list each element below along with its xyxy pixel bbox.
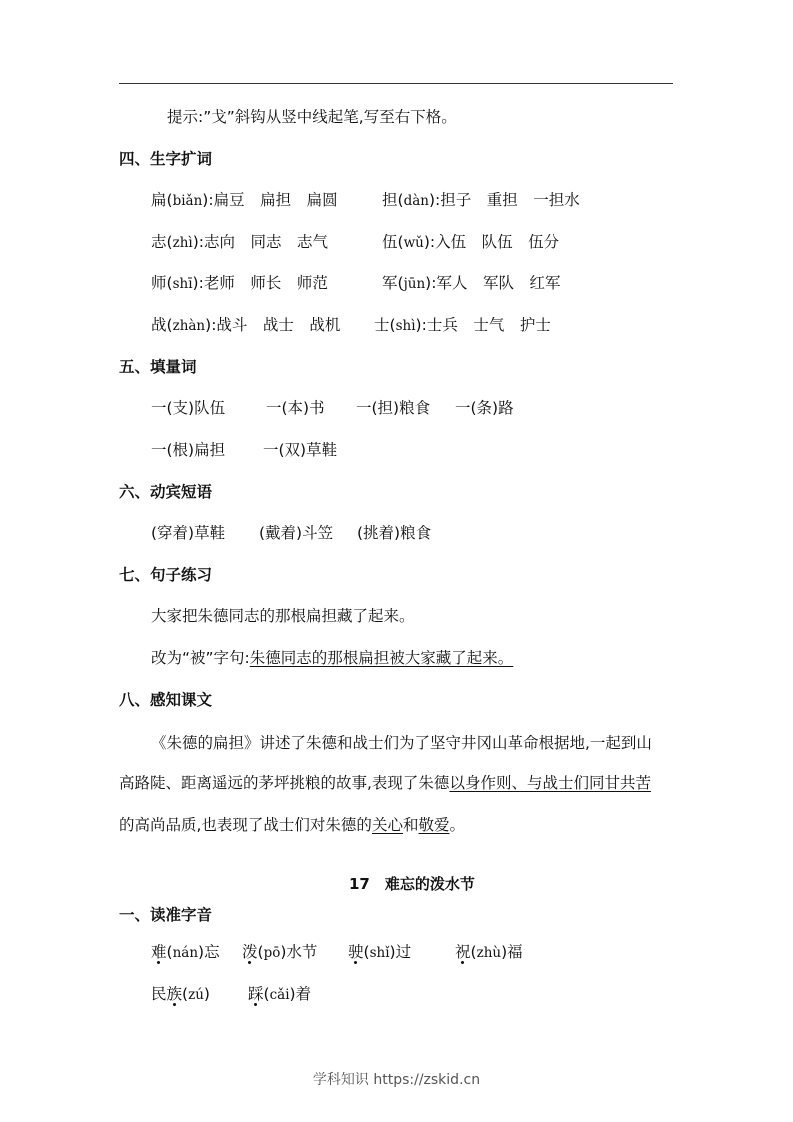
vocab-entry: 担(dàn):担子 重担 一担水 xyxy=(382,191,580,209)
pronunciation-item: 民族(zú) xyxy=(151,985,210,1003)
original-sentence: 大家把朱德同志的那根扁担藏了起来。 xyxy=(151,607,415,625)
section-title-text-summary: 八、感知课文 xyxy=(119,691,213,709)
measure-word-item: 一(本)书 xyxy=(266,399,325,417)
summary-line-1: 《朱德的扁担》讲述了朱德和战士们为了坚守井冈山革命根据地,一起到山 xyxy=(151,734,652,752)
vocab-entry: 士(shì):士兵 士气 护士 xyxy=(374,316,551,334)
pronunciation-item: 泼(pō)水节 xyxy=(242,943,318,961)
vocab-entry: 扁(biǎn):扁豆 扁担 扁圆 xyxy=(151,191,338,209)
verb-object-item: (戴着)斗笠 xyxy=(259,524,334,542)
vocab-entry: 军(jūn):军人 军队 红军 xyxy=(382,274,561,292)
writing-tip: 提示:”戈”斜钩从竖中线起笔,写至右下格。 xyxy=(167,108,457,126)
vocab-entry: 师(shī):老师 师长 师范 xyxy=(151,274,328,292)
summary-line-3: 的高尚品质,也表现了战士们对朱德的关心和敬爱。 xyxy=(119,816,465,834)
pronunciation-item: 祝(zhù)福 xyxy=(455,943,523,961)
section-title-verb-object: 六、动宾短语 xyxy=(119,483,213,501)
bei-prompt: 改为“被”字句: xyxy=(151,649,250,667)
pronunciation-item: 驶(shǐ)过 xyxy=(348,943,412,961)
bei-sentence-line xyxy=(151,647,523,669)
measure-word-item: 一(支)队伍 xyxy=(151,399,226,417)
measure-word-item: 一(根)扁担 xyxy=(151,441,226,459)
lesson-title: 17 难忘的泼水节 xyxy=(349,875,475,893)
verb-object-item: (穿着)草鞋 xyxy=(151,524,226,542)
section-title-vocab-expansion: 四、生字扩词 xyxy=(119,150,213,168)
vocab-entry: 伍(wǔ):入伍 队伍 伍分 xyxy=(382,233,560,251)
pronunciation-item: 踩(cǎi)着 xyxy=(248,985,312,1003)
section-title-measure-words: 五、填量词 xyxy=(119,358,197,376)
measure-word-item: 一(双)草鞋 xyxy=(263,441,338,459)
section-title-pronunciation: 一、读准字音 xyxy=(119,906,213,924)
section-title-sentence-practice: 七、句子练习 xyxy=(119,566,213,584)
footer-watermark: 学科知识 https://zskid.cn xyxy=(312,1072,481,1088)
vocab-entry: 志(zhì):志向 同志 志气 xyxy=(151,233,328,251)
header-rule xyxy=(119,83,673,84)
bei-answer: 朱德同志的那根扁担被大家藏了起来。 xyxy=(249,649,514,667)
pronunciation-item: 难(nán)忘 xyxy=(151,943,220,961)
measure-word-item: 一(条)路 xyxy=(455,399,514,417)
summary-line-2: 高路陡、距离遥远的茅坪挑粮的故事,表现了朱德以身作则、与战士们同甘共苦 xyxy=(119,774,651,792)
measure-word-item: 一(担)粮食 xyxy=(356,399,431,417)
underlined-quality: 以身作则、与战士们同甘共苦 xyxy=(449,774,651,792)
verb-object-item: (挑着)粮食 xyxy=(357,524,432,542)
vocab-entry: 战(zhàn):战斗 战士 战机 xyxy=(151,316,341,334)
